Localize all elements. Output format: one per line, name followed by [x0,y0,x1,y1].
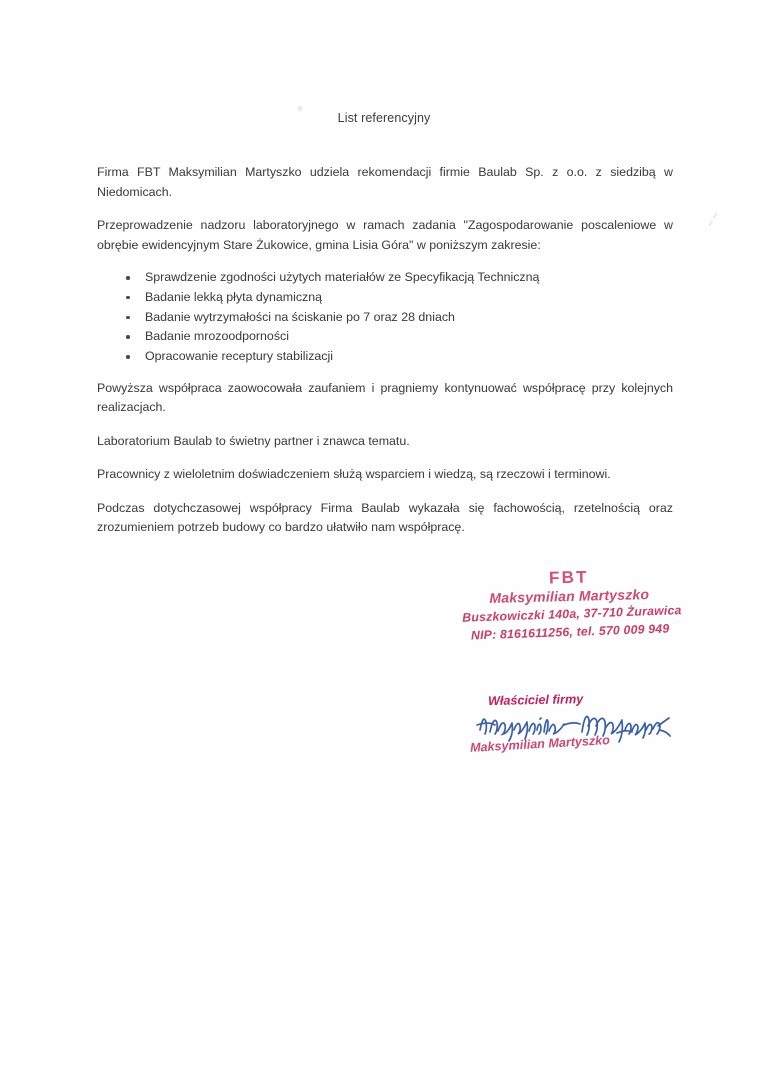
stamp-nip: NIP: 8161611256, tel. 570 009 949 [470,621,670,642]
list-item [97,308,673,328]
paragraph-partner: Laboratorium Baulab to świetny partner i znawca tematu. [97,433,410,448]
paragraph-cooperation: Powyższa współpraca zaowocowała zaufaniem i pragniemy kontynuować współpracę przy kolejnych realizacjach. [97,380,673,415]
paragraph-staff: Pracownicy z wieloletnim doświadczeniem służą wsparciem i wiedzą, są rzeczowi i terminowi. [97,467,611,482]
list-item [97,268,673,288]
signature-role: Właściciel firmy [487,692,584,709]
stamp-address: Buszkowiczki 140a, 37-710 Żurawica [462,603,682,625]
paragraph-intro: Firma FBT Maksymilian Martyszko udziela rekomendacji firmie Baulab Sp. z o.o. z siedzibą w Niedomicach. [97,165,673,199]
scan-artifact [712,212,717,219]
paragraph-closing: Podczas dotychczasowej współpracy Firma Baulab wykazała się fachowością, rzetelnością oraz zrozumieniem potrzeb budowy co bardzo ułatwiło nam współpracę. [97,500,673,535]
document-body [97,163,673,552]
signature-printed-name: Maksymilian Martyszko [469,733,611,755]
bullet-icon [126,296,130,300]
list-item-label: Badanie wytrzymałości na ściskanie po 7 oraz 28 dniach [145,309,455,324]
list-item-label: Badanie lekką płyta dynamiczną [145,289,323,304]
list-item-label: Sprawdzenie zgodności użytych materiałów ze Specyfikacją Techniczną [145,270,540,284]
paragraph-scope-intro: Przeprowadzenie nadzoru laboratoryjnego w ramach zadania "Zagospodarowanie poscaleniowe w obrębie ewidencyjnym Stare Żukowice, gmina Lisia Góra" w poniższym zakresie: [97,218,673,252]
stamp-brand: FBT [548,567,589,588]
list-item-label: Badanie mrozoodporności [145,329,289,344]
company-stamp [461,565,682,643]
page-title: List referencyjny [337,111,431,125]
bullet-icon [126,355,130,359]
bullet-icon [126,316,130,320]
signature-block [469,692,690,755]
bullet-icon [126,335,130,339]
list-item [97,347,673,367]
scan-artifact [709,220,714,226]
stamp-owner-name: Maksymilian Martyszko [489,586,650,606]
list-item-label: Opracowanie receptury stabilizacji [145,349,334,364]
bullet-icon [126,276,130,280]
scope-list [97,268,673,367]
list-item [97,288,673,308]
list-item [97,327,673,347]
